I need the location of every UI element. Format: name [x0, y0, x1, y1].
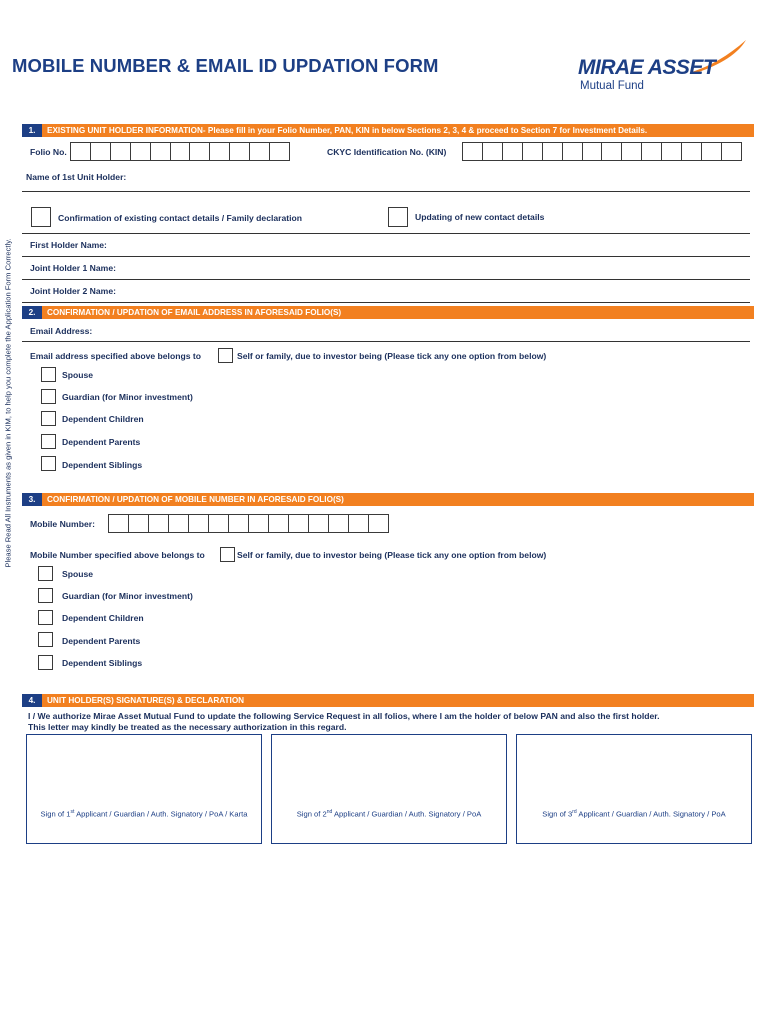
mobile-option-label: Spouse [62, 569, 94, 579]
logo-name: MIRAE ASSET [578, 56, 716, 79]
section-2-title: CONFIRMATION / UPDATION OF EMAIL ADDRESS IN AFORESAID FOLIO(S) [47, 308, 342, 317]
signature-box-2[interactable] [271, 734, 507, 844]
divider [22, 341, 750, 342]
logo-subtitle: Mutual Fund [580, 80, 644, 92]
mobile-children-checkbox[interactable] [38, 610, 53, 625]
email-option-label: Dependent Children [62, 414, 144, 424]
divider [22, 279, 750, 280]
section-1-header [22, 124, 754, 137]
signature-label-1: Sign of 1st Applicant / Guardian / Auth. Signatory / PoA / Karta [40, 809, 248, 819]
email-self-family-checkbox[interactable] [218, 348, 233, 363]
confirm-existing-checkbox[interactable] [31, 207, 51, 227]
mirae-asset-logo [578, 38, 754, 98]
email-spouse-checkbox[interactable] [41, 367, 56, 382]
email-option-label: Dependent Siblings [62, 460, 143, 470]
ckyc-label: CKYC Identification No. (KIN) [327, 147, 447, 157]
mobile-guardian-checkbox[interactable] [38, 588, 53, 603]
divider [22, 191, 750, 192]
mobile-option-label: Dependent Siblings [62, 658, 143, 668]
folio-input[interactable] [70, 142, 290, 161]
email-option-label: Dependent Parents [62, 437, 141, 447]
email-label: Email Address: [30, 326, 93, 336]
signature-box-1[interactable] [26, 734, 262, 844]
mobile-option-label: Guardian (for Minor investment) [62, 591, 193, 601]
first-holder-label: First Holder Name: [30, 240, 107, 250]
email-option-label: Spouse [62, 370, 94, 380]
folio-label: Folio No. [30, 147, 67, 157]
mobile-siblings-checkbox[interactable] [38, 655, 53, 670]
declaration-line-2: This letter may kindly be treated as the necessary authorization in this regard. [28, 721, 347, 732]
email-siblings-checkbox[interactable] [41, 456, 56, 471]
form-title: MOBILE NUMBER & EMAIL ID UPDATION FORM [12, 55, 439, 76]
section-4-title: UNIT HOLDER(S) SIGNATURE(S) & DECLARATION [47, 696, 245, 705]
email-option-label: Guardian (for Minor investment) [62, 392, 193, 402]
divider [22, 302, 750, 303]
email-belongs-prefix: Email address specified above belongs to [30, 351, 201, 361]
email-children-checkbox[interactable] [41, 411, 56, 426]
signature-label-2: Sign of 2nd Applicant / Guardian / Auth. Signatory / PoA [296, 809, 482, 819]
section-1-title: EXISTING UNIT HOLDER INFORMATION- Please fill in your Folio Number, PAN, KIN in below Sections 2, 3, 4 & proceed to Section 7 for Investment Details. [47, 126, 648, 135]
section-3-title: CONFIRMATION / UPDATION OF MOBILE NUMBER IN AFORESAID FOLIO(S) [47, 495, 344, 504]
divider [22, 233, 750, 234]
signature-box-3[interactable] [516, 734, 752, 844]
update-new-label: Updating of new contact details [415, 212, 545, 222]
joint-holder-2-label: Joint Holder 2 Name: [30, 286, 116, 296]
confirm-existing-label: Confirmation of existing contact details / Family declaration [58, 213, 303, 223]
email-guardian-checkbox[interactable] [41, 389, 56, 404]
section-2-number: 2. [22, 306, 42, 319]
mobile-input[interactable] [108, 514, 389, 533]
section-3-header [22, 493, 754, 506]
update-new-checkbox[interactable] [388, 207, 408, 227]
section-4-header [22, 694, 754, 707]
mobile-belongs-prefix: Mobile Number specified above belongs to [30, 550, 205, 560]
mobile-self-family-checkbox[interactable] [220, 547, 235, 562]
section-4-number: 4. [22, 694, 42, 707]
email-belongs-suffix: Self or family, due to investor being (Please tick any one option from below) [237, 351, 547, 361]
mobile-option-label: Dependent Parents [62, 636, 141, 646]
mobile-option-label: Dependent Children [62, 613, 144, 623]
section-3-number: 3. [22, 493, 42, 506]
ckyc-input[interactable] [462, 142, 742, 161]
declaration-text [28, 711, 754, 732]
side-note [0, 230, 16, 576]
declaration-line-1: I / We authorize Mirae Asset Mutual Fund to update the following Service Request in all folios, where I am the holder of below PAN and also the first holder. [28, 711, 660, 721]
mobile-spouse-checkbox[interactable] [38, 566, 53, 581]
mobile-label: Mobile Number: [30, 519, 95, 529]
section-1-number: 1. [22, 124, 42, 137]
signature-label-3: Sign of 3rd Applicant / Guardian / Auth. Signatory / PoA [542, 809, 726, 819]
first-unit-holder-label: Name of 1st Unit Holder: [26, 172, 127, 182]
section-2-header [22, 306, 754, 319]
mobile-belongs-suffix: Self or family, due to investor being (Please tick any one option from below) [237, 550, 547, 560]
mobile-parents-checkbox[interactable] [38, 632, 53, 647]
divider [22, 256, 750, 257]
side-note-text: Please Read All Instruments as given in KIM, to help you complete the Application Form Correctly. [3, 238, 13, 568]
joint-holder-1-label: Joint Holder 1 Name: [30, 263, 116, 273]
email-parents-checkbox[interactable] [41, 434, 56, 449]
